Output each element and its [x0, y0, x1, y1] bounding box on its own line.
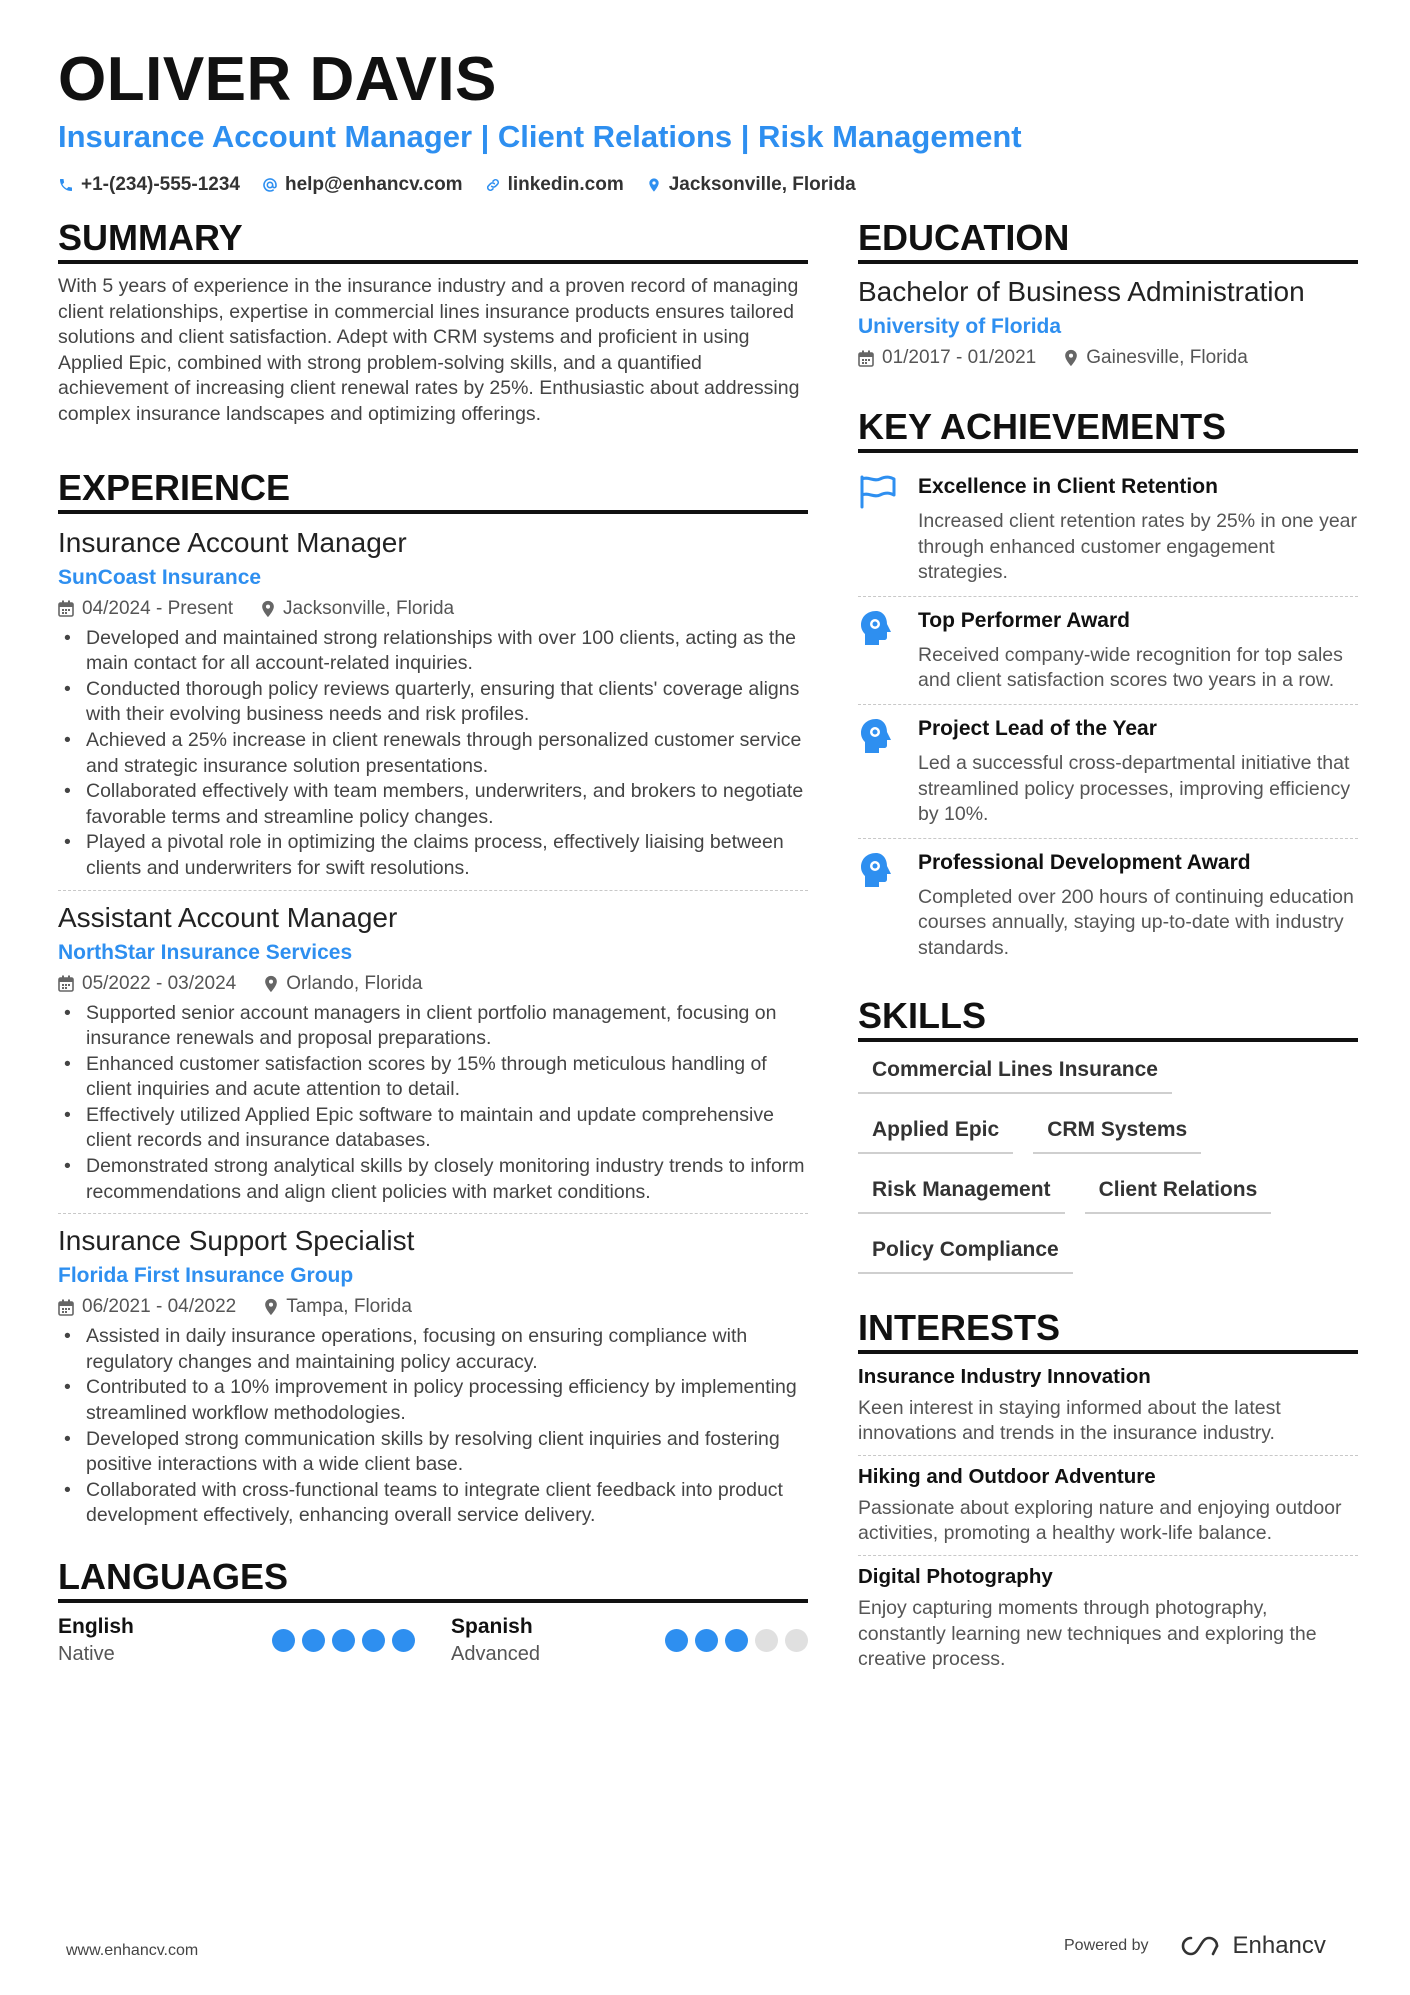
- education-meta: [858, 343, 1358, 373]
- candidate-name: OLIVER DAVIS: [58, 45, 497, 114]
- footer-branding: [1064, 1932, 1326, 1960]
- interests-heading: INTERESTS: [858, 1306, 1358, 1354]
- achievement-title: Professional Development Award: [918, 850, 1251, 874]
- job-bullet: • Enhanced customer satisfaction scores by 15% through meticulous handling of client inquiries and acute attention to detail.: [58, 1052, 808, 1103]
- job-bullets: [58, 1001, 808, 1206]
- rating-dot-filled: [332, 1629, 355, 1652]
- rating-dot-empty: [785, 1629, 808, 1652]
- rating-dot-filled: [695, 1629, 718, 1652]
- job-title: Insurance Support Specialist: [58, 1225, 415, 1257]
- job-location-text: Jacksonville, Florida: [283, 597, 455, 619]
- contact-email[interactable]: [262, 174, 463, 196]
- job-bullet: • Collaborated effectively with team members, underwriters, and brokers to negotiate favorable terms and streamline policy changes.: [58, 779, 808, 830]
- job-bullets: [58, 626, 808, 882]
- skill-tag: Commercial Lines Insurance: [858, 1052, 1172, 1094]
- interest-item: [858, 1364, 1358, 1455]
- education-degree: Bachelor of Business Administration: [858, 276, 1305, 307]
- job-location: [264, 1292, 412, 1322]
- education-section: [858, 216, 1358, 373]
- location-pin-icon: [264, 975, 278, 993]
- achievement-item: [858, 596, 1358, 704]
- education-school: University of Florida: [858, 315, 1062, 338]
- footer-website[interactable]: www.enhancv.com: [66, 1942, 199, 1959]
- calendar-icon: [858, 350, 874, 367]
- resume-header: [58, 44, 1358, 196]
- rating-dot-filled: [362, 1629, 385, 1652]
- rating-dot-empty: [755, 1629, 778, 1652]
- skill-tag: CRM Systems: [1033, 1112, 1201, 1154]
- contact-bar: [58, 174, 1358, 196]
- contact-linkedin[interactable]: [485, 174, 624, 196]
- language-name: English: [58, 1615, 134, 1638]
- at-icon: [262, 177, 278, 193]
- job-bullet: • Assisted in daily insurance operations, focusing on ensuring compliance with regulatory changes and maintaining policy accuracy.: [58, 1324, 808, 1375]
- language-item: [451, 1613, 808, 1667]
- head-idea-icon: [858, 851, 894, 889]
- achievement-title: Excellence in Client Retention: [918, 475, 1218, 498]
- interest-item: [858, 1555, 1358, 1681]
- job-title: Assistant Account Manager: [58, 901, 398, 933]
- education-heading: EDUCATION: [858, 216, 1358, 264]
- achievement-desc: Completed over 200 hours of continuing education courses annually, staying up-to-date with industry standards.: [918, 885, 1354, 959]
- job-bullet: • Demonstrated strong analytical skills by closely monitoring industry trends to inform recommendations and align client policies with market conditions.: [58, 1154, 808, 1205]
- job-dates: [58, 969, 236, 999]
- job-location: [261, 594, 454, 624]
- job-entry: [58, 524, 808, 890]
- location-pin-icon: [264, 1298, 278, 1316]
- achievement-title: Top Performer Award: [918, 608, 1130, 632]
- job-title: Insurance Account Manager: [58, 526, 407, 558]
- achievement-item: [858, 704, 1358, 838]
- job-company: SunCoast Insurance: [58, 565, 262, 589]
- calendar-icon: [58, 975, 74, 992]
- right-column: [858, 216, 1358, 1681]
- education-dates-text: 01/2017 - 01/2021: [882, 347, 1037, 368]
- job-dates: [58, 1292, 236, 1322]
- rating-dot-filled: [725, 1629, 748, 1652]
- location-pin-icon: [1064, 349, 1078, 367]
- contact-location-text: Jacksonville, Florida: [668, 174, 856, 195]
- achievement-desc: Increased client retention rates by 25% in one year through enhanced customer engagement strategies.: [918, 510, 1358, 584]
- summary-section: [58, 216, 808, 428]
- brand-name: Enhancv: [1232, 1932, 1326, 1959]
- job-bullet: • Achieved a 25% increase in client renewals through personalized customer service and strategic insurance solution presentations.: [58, 728, 808, 779]
- language-level: Advanced: [451, 1643, 540, 1665]
- candidate-tagline: Insurance Account Manager | Client Relations | Risk Management: [58, 119, 1022, 154]
- contact-location: [646, 174, 856, 196]
- interest-title: Hiking and Outdoor Adventure: [858, 1464, 1156, 1488]
- contact-email-text: help@enhancv.com: [284, 174, 463, 195]
- achievement-desc: Received company-wide recognition for top sales and client satisfaction scores two years in a row.: [918, 643, 1343, 692]
- enhancv-logo-icon: [1177, 1934, 1223, 1958]
- skills-section: [858, 994, 1358, 1292]
- achievement-title: Project Lead of the Year: [918, 716, 1157, 740]
- phone-icon: [58, 177, 74, 193]
- skill-tag: Risk Management: [858, 1172, 1065, 1214]
- enhancv-logo[interactable]: [1177, 1932, 1326, 1960]
- achievement-desc: Led a successful cross-departmental initiative that streamlined policy processes, improving efficiency by 10%.: [918, 751, 1351, 826]
- job-location-text: Tampa, Florida: [286, 1296, 412, 1318]
- interest-desc: Enjoy capturing moments through photography, constantly learning new techniques and exploring the creative process.: [858, 1596, 1317, 1671]
- job-bullet: • Effectively utilized Applied Epic software to maintain and update comprehensive client records and insurance databases.: [58, 1103, 808, 1154]
- left-column: [58, 216, 808, 1667]
- language-rating: [665, 1629, 808, 1652]
- job-bullet: • Developed and maintained strong relationships with over 100 clients, acting as the main contact for all account-related inquiries.: [58, 626, 808, 677]
- interest-desc: Passionate about exploring nature and enjoying outdoor activities, promoting a healthy work-life balance.: [858, 1496, 1342, 1545]
- job-bullet: • Conducted thorough policy reviews quarterly, ensuring that clients' coverage aligns with their evolving business needs and risk profiles.: [58, 677, 808, 728]
- location-pin-icon: [646, 177, 662, 193]
- experience-heading: EXPERIENCE: [58, 466, 808, 514]
- job-bullet: • Played a pivotal role in optimizing the claims process, effectively liaising between clients and underwriters for swift resolutions.: [58, 830, 808, 881]
- rating-dot-filled: [272, 1629, 295, 1652]
- language-item: [58, 1613, 415, 1667]
- rating-dot-filled: [392, 1629, 415, 1652]
- job-dates-text: 05/2022 - 03/2024: [82, 972, 237, 994]
- calendar-icon: [58, 1299, 74, 1316]
- job-bullet: • Supported senior account managers in client portfolio management, focusing on insurance renewals and proposal preparations.: [58, 1001, 808, 1052]
- education-location: [1064, 343, 1248, 373]
- education-dates: [858, 343, 1036, 373]
- experience-section: [58, 466, 808, 1537]
- job-bullet: • Contributed to a 10% improvement in policy processing efficiency by implementing streamlined workflow methodologies.: [58, 1375, 808, 1426]
- interest-desc: Keen interest in staying informed about the latest innovations and trends in the insurance industry.: [858, 1396, 1281, 1445]
- achievement-item: [858, 463, 1358, 596]
- flag-icon: [858, 475, 898, 509]
- skill-tag: Policy Compliance: [858, 1232, 1073, 1274]
- calendar-icon: [58, 600, 74, 617]
- skills-heading: SKILLS: [858, 994, 1358, 1042]
- job-bullet: • Developed strong communication skills by resolving client inquiries and fostering positive interactions with a wide client base.: [58, 1427, 808, 1478]
- interest-title: Insurance Industry Innovation: [858, 1364, 1151, 1388]
- achievements-heading: KEY ACHIEVEMENTS: [858, 405, 1358, 453]
- job-company: NorthStar Insurance Services: [58, 940, 353, 964]
- job-entry: [58, 1213, 808, 1537]
- contact-phone[interactable]: [58, 174, 240, 196]
- job-dates: [58, 594, 233, 624]
- job-company: Florida First Insurance Group: [58, 1264, 354, 1288]
- head-idea-icon: [858, 609, 894, 647]
- summary-heading: SUMMARY: [58, 216, 808, 264]
- language-rating: [272, 1629, 415, 1652]
- education-location-text: Gainesville, Florida: [1086, 347, 1248, 368]
- skill-tag: Client Relations: [1085, 1172, 1272, 1214]
- link-icon: [485, 177, 501, 193]
- job-dates-text: 04/2024 - Present: [82, 597, 234, 619]
- rating-dot-filled: [302, 1629, 325, 1652]
- job-meta: [58, 1292, 808, 1322]
- languages-section: [58, 1555, 808, 1667]
- contact-phone-text: +1-(234)-555-1234: [81, 174, 240, 195]
- summary-text: With 5 years of experience in the insurance industry and a proven record of managing client relationships, expertise in commercial lines insurance products ensures tailored solutions and client satisfaction. Adept with CRM systems and proficient in using Applied Epic, combined with strong problem-solving skills, and a quantified achievement of increasing client renewal rates by 25%. Enthusiastic about addressing complex insurance landscapes and optimizing offerings.: [58, 275, 800, 425]
- job-location-text: Orlando, Florida: [286, 972, 423, 994]
- job-bullet: • Collaborated with cross-functional teams to integrate client feedback into product development effectively, enhancing overall service delivery.: [58, 1478, 808, 1529]
- job-meta: [58, 594, 808, 624]
- interests-section: [858, 1306, 1358, 1681]
- skill-tag: Applied Epic: [858, 1112, 1013, 1154]
- head-idea-icon: [858, 717, 894, 755]
- powered-by-text: Powered by: [1064, 1937, 1149, 1954]
- job-meta: [58, 969, 808, 999]
- location-pin-icon: [261, 600, 275, 618]
- interest-title: Digital Photography: [858, 1564, 1053, 1588]
- job-location: [264, 969, 422, 999]
- interest-item: [858, 1455, 1358, 1555]
- skills-list: [858, 1052, 1358, 1292]
- job-dates-text: 06/2021 - 04/2022: [82, 1296, 237, 1318]
- achievement-item: [858, 838, 1358, 972]
- job-bullets: [58, 1324, 808, 1529]
- contact-linkedin-text: linkedin.com: [507, 174, 624, 195]
- languages-list: [58, 1613, 808, 1667]
- job-entry: [58, 890, 808, 1214]
- languages-heading: LANGUAGES: [58, 1555, 808, 1603]
- achievements-section: [858, 405, 1358, 972]
- rating-dot-filled: [665, 1629, 688, 1652]
- language-name: Spanish: [451, 1615, 533, 1638]
- language-level: Native: [58, 1643, 115, 1665]
